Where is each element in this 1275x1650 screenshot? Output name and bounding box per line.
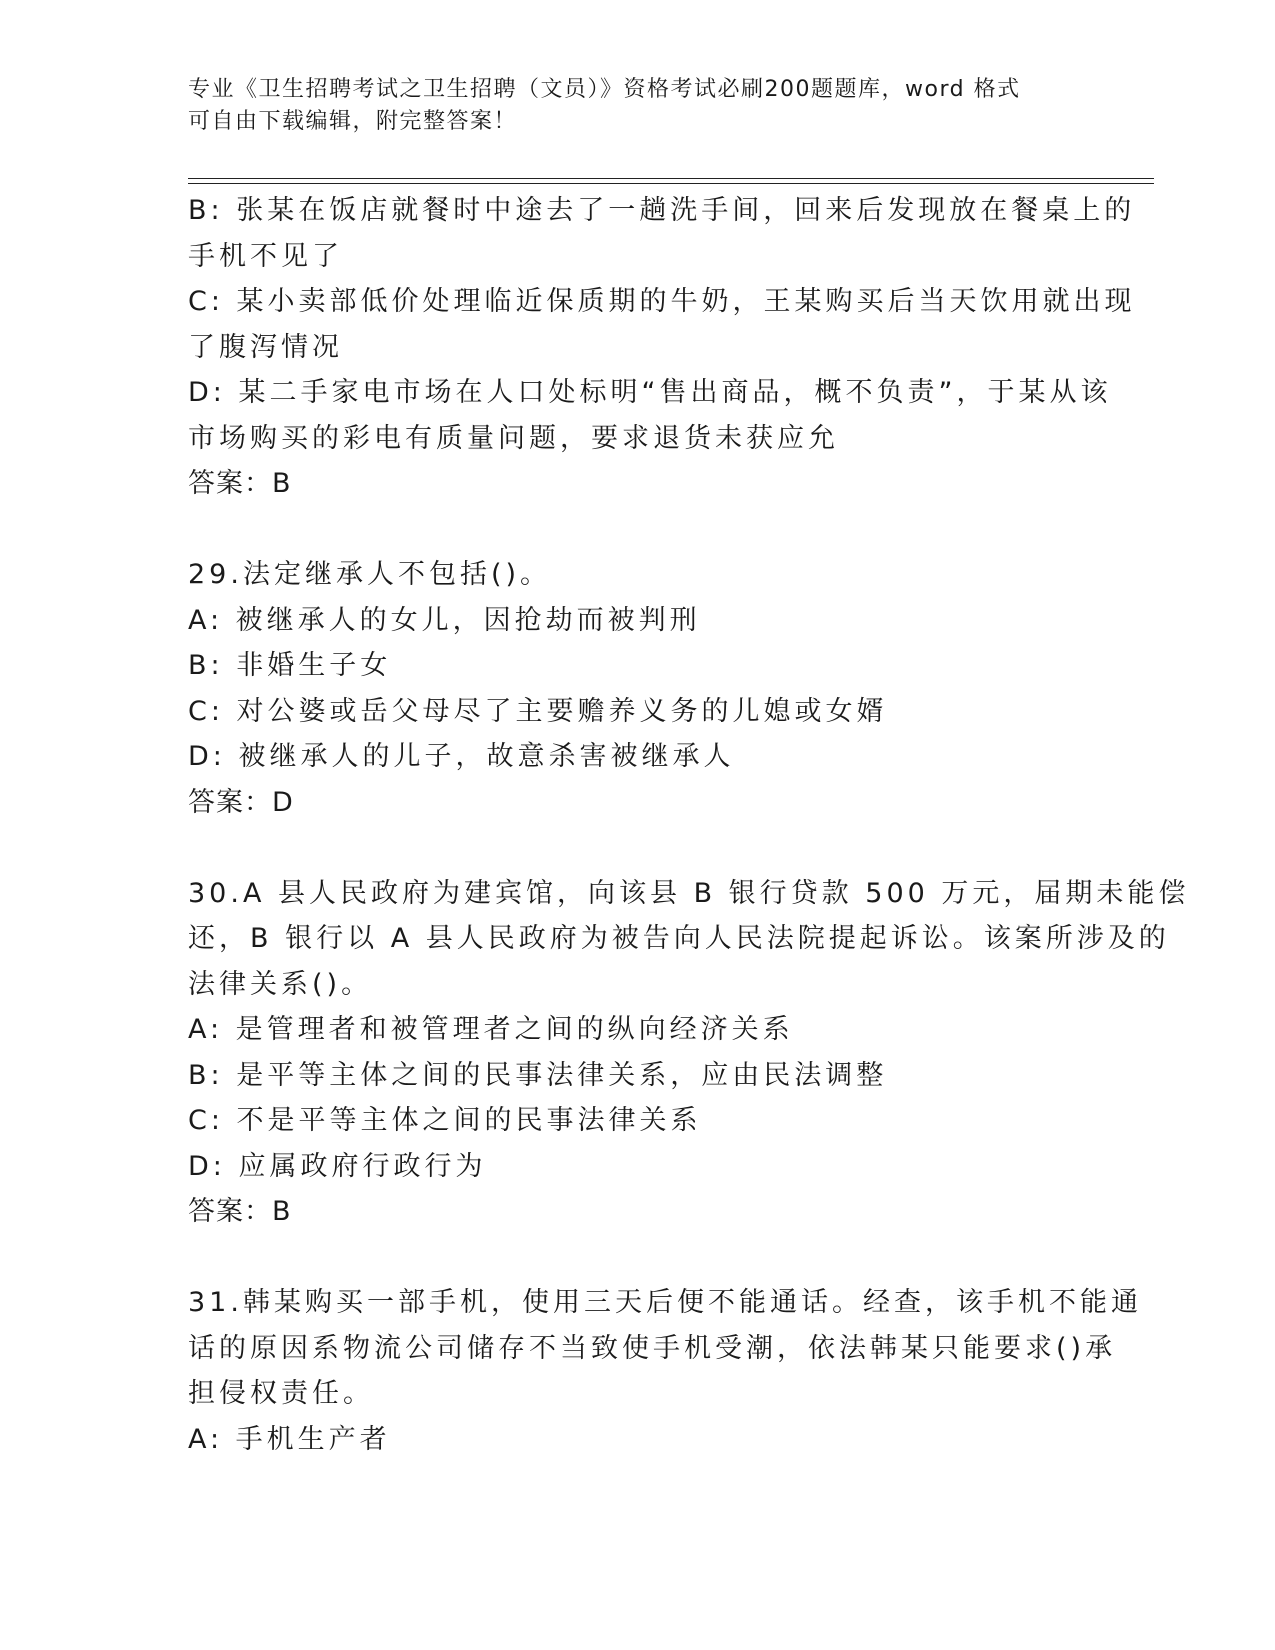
question-28 bbox=[188, 188, 1136, 507]
header-line-1: 专业《卫生招聘考试之卫生招聘（文员）》资格考试必刷200题题库，word 格式 bbox=[188, 77, 1021, 102]
answer-line: 答案：D bbox=[188, 786, 294, 818]
option-b-line-2: 手机不见了 bbox=[188, 240, 343, 272]
option-c-line-1: C: 某小卖部低价处理临近保质期的牛奶，王某购买后当天饮用就出现 bbox=[188, 286, 1136, 317]
option-c: C: 对公婆或岳父母尽了主要赡养义务的儿媳或女婿 bbox=[188, 695, 888, 727]
question-text: 29.法定继承人不包括()。 bbox=[188, 559, 552, 590]
option-c: C: 不是平等主体之间的民事法律关系 bbox=[188, 1105, 702, 1136]
question-text-line-3: 法律关系()。 bbox=[188, 968, 373, 1000]
header-divider-top bbox=[188, 178, 1154, 179]
option-d: D: 被继承人的儿子，故意杀害被继承人 bbox=[188, 741, 735, 772]
spacer bbox=[188, 507, 1088, 553]
option-a: A: 手机生产者 bbox=[188, 1423, 391, 1455]
question-30 bbox=[188, 871, 1190, 1235]
question-text-line-2: 还，B 银行以 A 县人民政府为被告向人民法院提起诉讼。该案所涉及的 bbox=[188, 923, 1170, 954]
document-body bbox=[188, 188, 1190, 1462]
option-b-line-1: B: 张某在饭店就餐时中途去了一趟洗手间，回来后发现放在餐桌上的 bbox=[188, 195, 1136, 226]
question-text-line-1: 30.A 县人民政府为建宾馆，向该县 B 银行贷款 500 万元，届期未能偿 bbox=[188, 877, 1190, 909]
question-text-line-2: 话的原因系物流公司储存不当致使手机受潮，依法韩某只能要求()承 bbox=[188, 1332, 1117, 1364]
answer-line: 答案：B bbox=[188, 1196, 292, 1227]
question-text-line-1: 31.韩某购买一部手机，使用三天后便不能通话。经查，该手机不能通 bbox=[188, 1287, 1142, 1318]
option-c-line-2: 了腹泻情况 bbox=[188, 331, 343, 363]
option-d-line-1: D: 某二手家电市场在人口处标明“售出商品，概不负责”，于某从该 bbox=[188, 377, 1112, 408]
option-b: B: 是平等主体之间的民事法律关系，应由民法调整 bbox=[188, 1059, 888, 1091]
header-line-2: 可自由下载编辑，附完整答案！ bbox=[188, 109, 518, 134]
option-a: A: 被继承人的女儿，因抢劫而被判刑 bbox=[188, 604, 701, 636]
option-d-line-2: 市场购买的彩电有质量问题，要求退货未获应允 bbox=[188, 422, 839, 454]
question-31 bbox=[188, 1280, 1142, 1462]
spacer bbox=[188, 1235, 1088, 1281]
option-b: B: 非婚生子女 bbox=[188, 650, 392, 681]
question-29 bbox=[188, 552, 1088, 825]
spacer bbox=[188, 825, 1088, 871]
header-divider-bottom bbox=[188, 183, 1154, 184]
question-text-line-3: 担侵权责任。 bbox=[188, 1378, 374, 1409]
option-d: D: 应属政府行政行为 bbox=[188, 1150, 487, 1182]
document-header bbox=[188, 74, 1088, 138]
answer-line: 答案：B bbox=[188, 468, 292, 499]
option-a: A: 是管理者和被管理者之间的纵向经济关系 bbox=[188, 1014, 794, 1045]
